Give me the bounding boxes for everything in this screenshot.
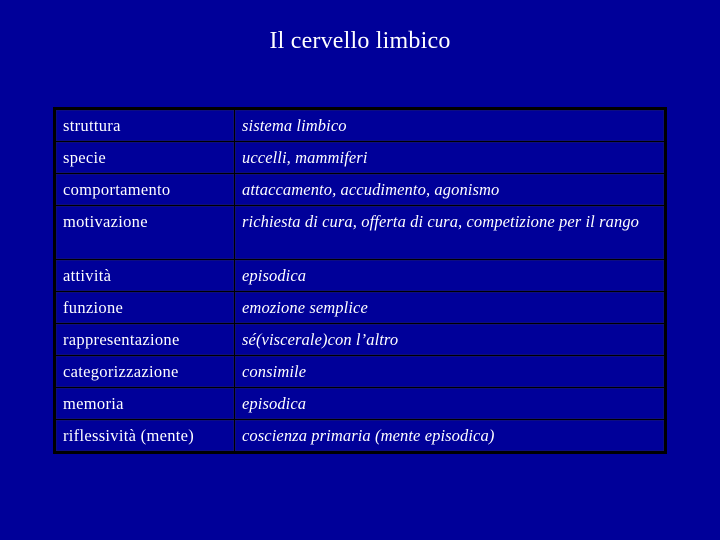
row-value: sistema limbico — [235, 110, 665, 142]
row-value: uccelli, mammiferi — [235, 142, 665, 174]
row-key: specie — [56, 142, 235, 174]
attribute-table — [53, 107, 667, 454]
row-value: episodica — [235, 388, 665, 420]
row-key: rappresentazione — [56, 324, 235, 356]
table-row — [56, 420, 665, 452]
row-key: struttura — [56, 110, 235, 142]
row-value: sé(viscerale)con l’altro — [235, 324, 665, 356]
table-row — [56, 356, 665, 388]
row-value: emozione semplice — [235, 292, 665, 324]
table-row — [56, 388, 665, 420]
table-row — [56, 260, 665, 292]
row-key: riflessività (mente) — [56, 420, 235, 452]
row-value: coscienza primaria (mente episodica) — [235, 420, 665, 452]
row-value: richiesta di cura, offerta di cura, competizione per il rango — [235, 206, 665, 260]
table-row — [56, 110, 665, 142]
row-key: categorizzazione — [56, 356, 235, 388]
row-key: motivazione — [56, 206, 235, 260]
table-row — [56, 174, 665, 206]
table-row — [56, 292, 665, 324]
row-value: consimile — [235, 356, 665, 388]
slide-title: Il cervello limbico — [269, 28, 451, 54]
row-value: attaccamento, accudimento, agonismo — [235, 174, 665, 206]
table-row — [56, 206, 665, 260]
row-key: comportamento — [56, 174, 235, 206]
row-key: funzione — [56, 292, 235, 324]
table-row — [56, 324, 665, 356]
table-row — [56, 142, 665, 174]
row-key: attività — [56, 260, 235, 292]
row-key: memoria — [56, 388, 235, 420]
attribute-table-grid — [55, 109, 665, 452]
row-value: episodica — [235, 260, 665, 292]
